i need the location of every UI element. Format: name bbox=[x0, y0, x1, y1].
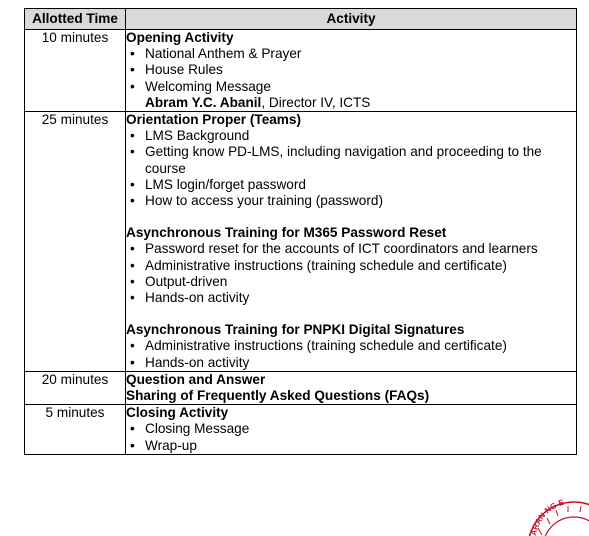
activity-title: Question and Answer bbox=[126, 371, 266, 387]
row-activity bbox=[126, 405, 577, 455]
list-item: • Output-driven bbox=[126, 274, 576, 290]
subsection-title: Asynchronous Training for M365 Password Reset bbox=[126, 225, 447, 241]
list-item: • Administrative instructions (training schedule and certificate) bbox=[126, 258, 576, 274]
header-activity: Activity bbox=[126, 9, 577, 30]
subsection-bullet-list bbox=[126, 241, 576, 306]
list-item: • Administrative instructions (training schedule and certificate) bbox=[126, 338, 576, 354]
activity-bullet-list bbox=[126, 421, 576, 453]
table-row bbox=[25, 112, 577, 372]
list-item: • Wrap-up bbox=[126, 438, 576, 454]
list-item: • Password reset for the accounts of ICT coordinators and learners bbox=[126, 241, 576, 257]
table-header-row bbox=[25, 9, 577, 30]
activity-title: Opening Activity bbox=[126, 30, 234, 45]
list-item: • Welcoming Message bbox=[126, 79, 576, 95]
section-spacer bbox=[126, 306, 576, 322]
row-time: 5 minutes bbox=[25, 405, 126, 455]
row-activity bbox=[126, 30, 577, 112]
activity-subtitle: Sharing of Frequently Asked Questions (FAQs) bbox=[126, 388, 430, 404]
list-item: • LMS Background bbox=[126, 128, 576, 144]
row-activity bbox=[126, 371, 577, 404]
subsection-bullet-list bbox=[126, 338, 576, 370]
subsection-title: Asynchronous Training for PNPKI Digital Signatures bbox=[126, 322, 465, 338]
official-seal-stamp bbox=[528, 494, 589, 536]
activity-title: Orientation Proper (Teams) bbox=[126, 112, 301, 128]
list-item: • LMS login/forget password bbox=[126, 177, 576, 193]
section-spacer bbox=[126, 209, 576, 225]
list-item: • Getting know PD-LMS, including navigation and proceeding to the course bbox=[126, 144, 576, 176]
activity-title: Closing Activity bbox=[126, 405, 229, 421]
schedule-table bbox=[24, 8, 577, 455]
svg-text:ARAN NG E bbox=[529, 497, 566, 536]
table-row bbox=[25, 30, 577, 112]
list-item: • National Anthem & Prayer bbox=[126, 46, 576, 62]
header-allotted-time: Allotted Time bbox=[25, 9, 126, 30]
list-item: • How to access your training (password) bbox=[126, 193, 576, 209]
list-item: • Closing Message bbox=[126, 421, 576, 437]
seal-text: ARAN NG E bbox=[529, 497, 566, 536]
speaker-role: , Director IV, ICTS bbox=[261, 94, 371, 110]
row-time: 25 minutes bbox=[25, 112, 126, 372]
row-time: 10 minutes bbox=[25, 30, 126, 112]
list-item: • Hands-on activity bbox=[126, 290, 576, 306]
speaker-name: Abram Y.C. Abanil bbox=[145, 94, 262, 110]
row-time: 20 minutes bbox=[25, 371, 126, 404]
activity-bullet-list bbox=[126, 46, 576, 95]
list-item: • House Rules bbox=[126, 62, 576, 78]
row-activity bbox=[126, 112, 577, 372]
table-row bbox=[25, 371, 577, 404]
activity-bullet-list bbox=[126, 128, 576, 209]
speaker-line bbox=[126, 95, 576, 111]
list-item: • Hands-on activity bbox=[126, 355, 576, 371]
table-row bbox=[25, 405, 577, 455]
